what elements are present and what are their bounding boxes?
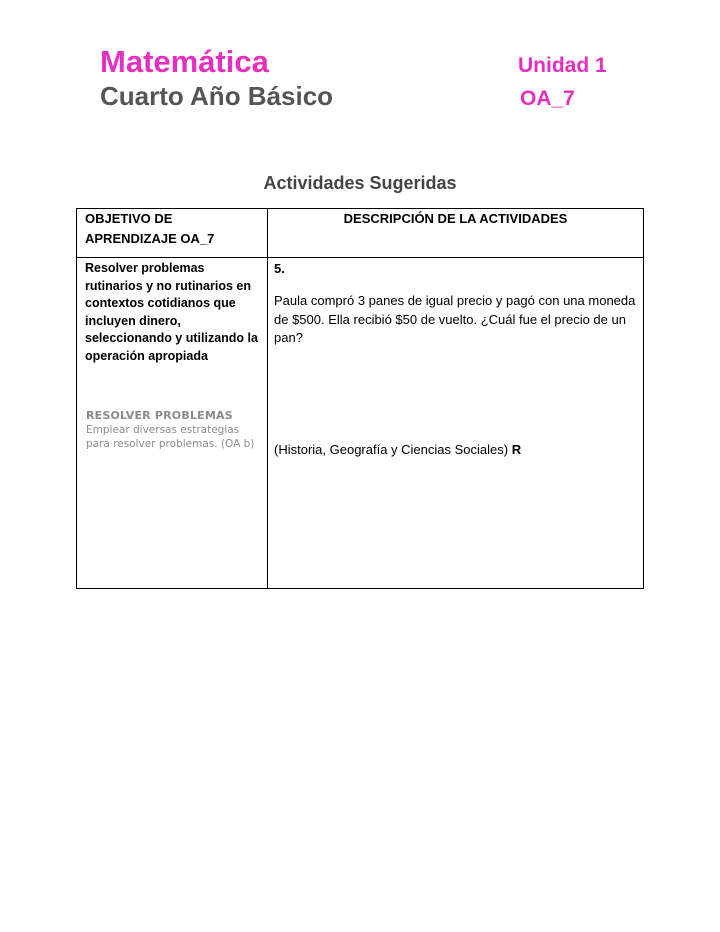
description-header: DESCRIPCIÓN DE LA ACTIVIDADES xyxy=(268,209,644,258)
grade-title: Cuarto Año Básico xyxy=(100,81,334,111)
subject-title: Matemática xyxy=(100,44,269,79)
objective-text: Resolver problemas rutinarios y no rutinarios en contextos cotidianos que incluyen dinero, seleccionando y utilizando la operación apropiada xyxy=(85,261,258,363)
oa-label: OA_7 xyxy=(520,87,575,110)
skill-description-line-1: Emplear diversas estrategias xyxy=(86,424,240,436)
table-header-row xyxy=(77,209,644,258)
skill-description-line-2: para resolver problemas. (OA b) xyxy=(86,438,255,450)
section-title: Actividades Sugeridas xyxy=(263,173,457,193)
footer-tag: R xyxy=(511,441,522,457)
unit-label: Unidad 1 xyxy=(518,54,607,77)
activity-footer xyxy=(268,441,643,459)
description-cell xyxy=(268,258,644,589)
subject-reference: (Historia, Geografía y Ciencias Sociales) xyxy=(274,441,509,457)
activity-number: 5. xyxy=(274,261,285,276)
activity-text: Paula compró 3 panes de igual precio y pagó con una moneda de $500. Ella recibió $50 de vuelto. ¿Cuál fue el precio de un pan? xyxy=(274,293,636,345)
objective-header: OBJETIVO DE APRENDIZAJE OA_7 xyxy=(77,209,268,258)
objective-cell xyxy=(77,258,268,589)
table-row xyxy=(77,258,644,589)
skill-title: RESOLVER PROBLEMAS xyxy=(86,409,233,422)
activities-table xyxy=(76,208,644,589)
skill-box xyxy=(86,409,267,451)
